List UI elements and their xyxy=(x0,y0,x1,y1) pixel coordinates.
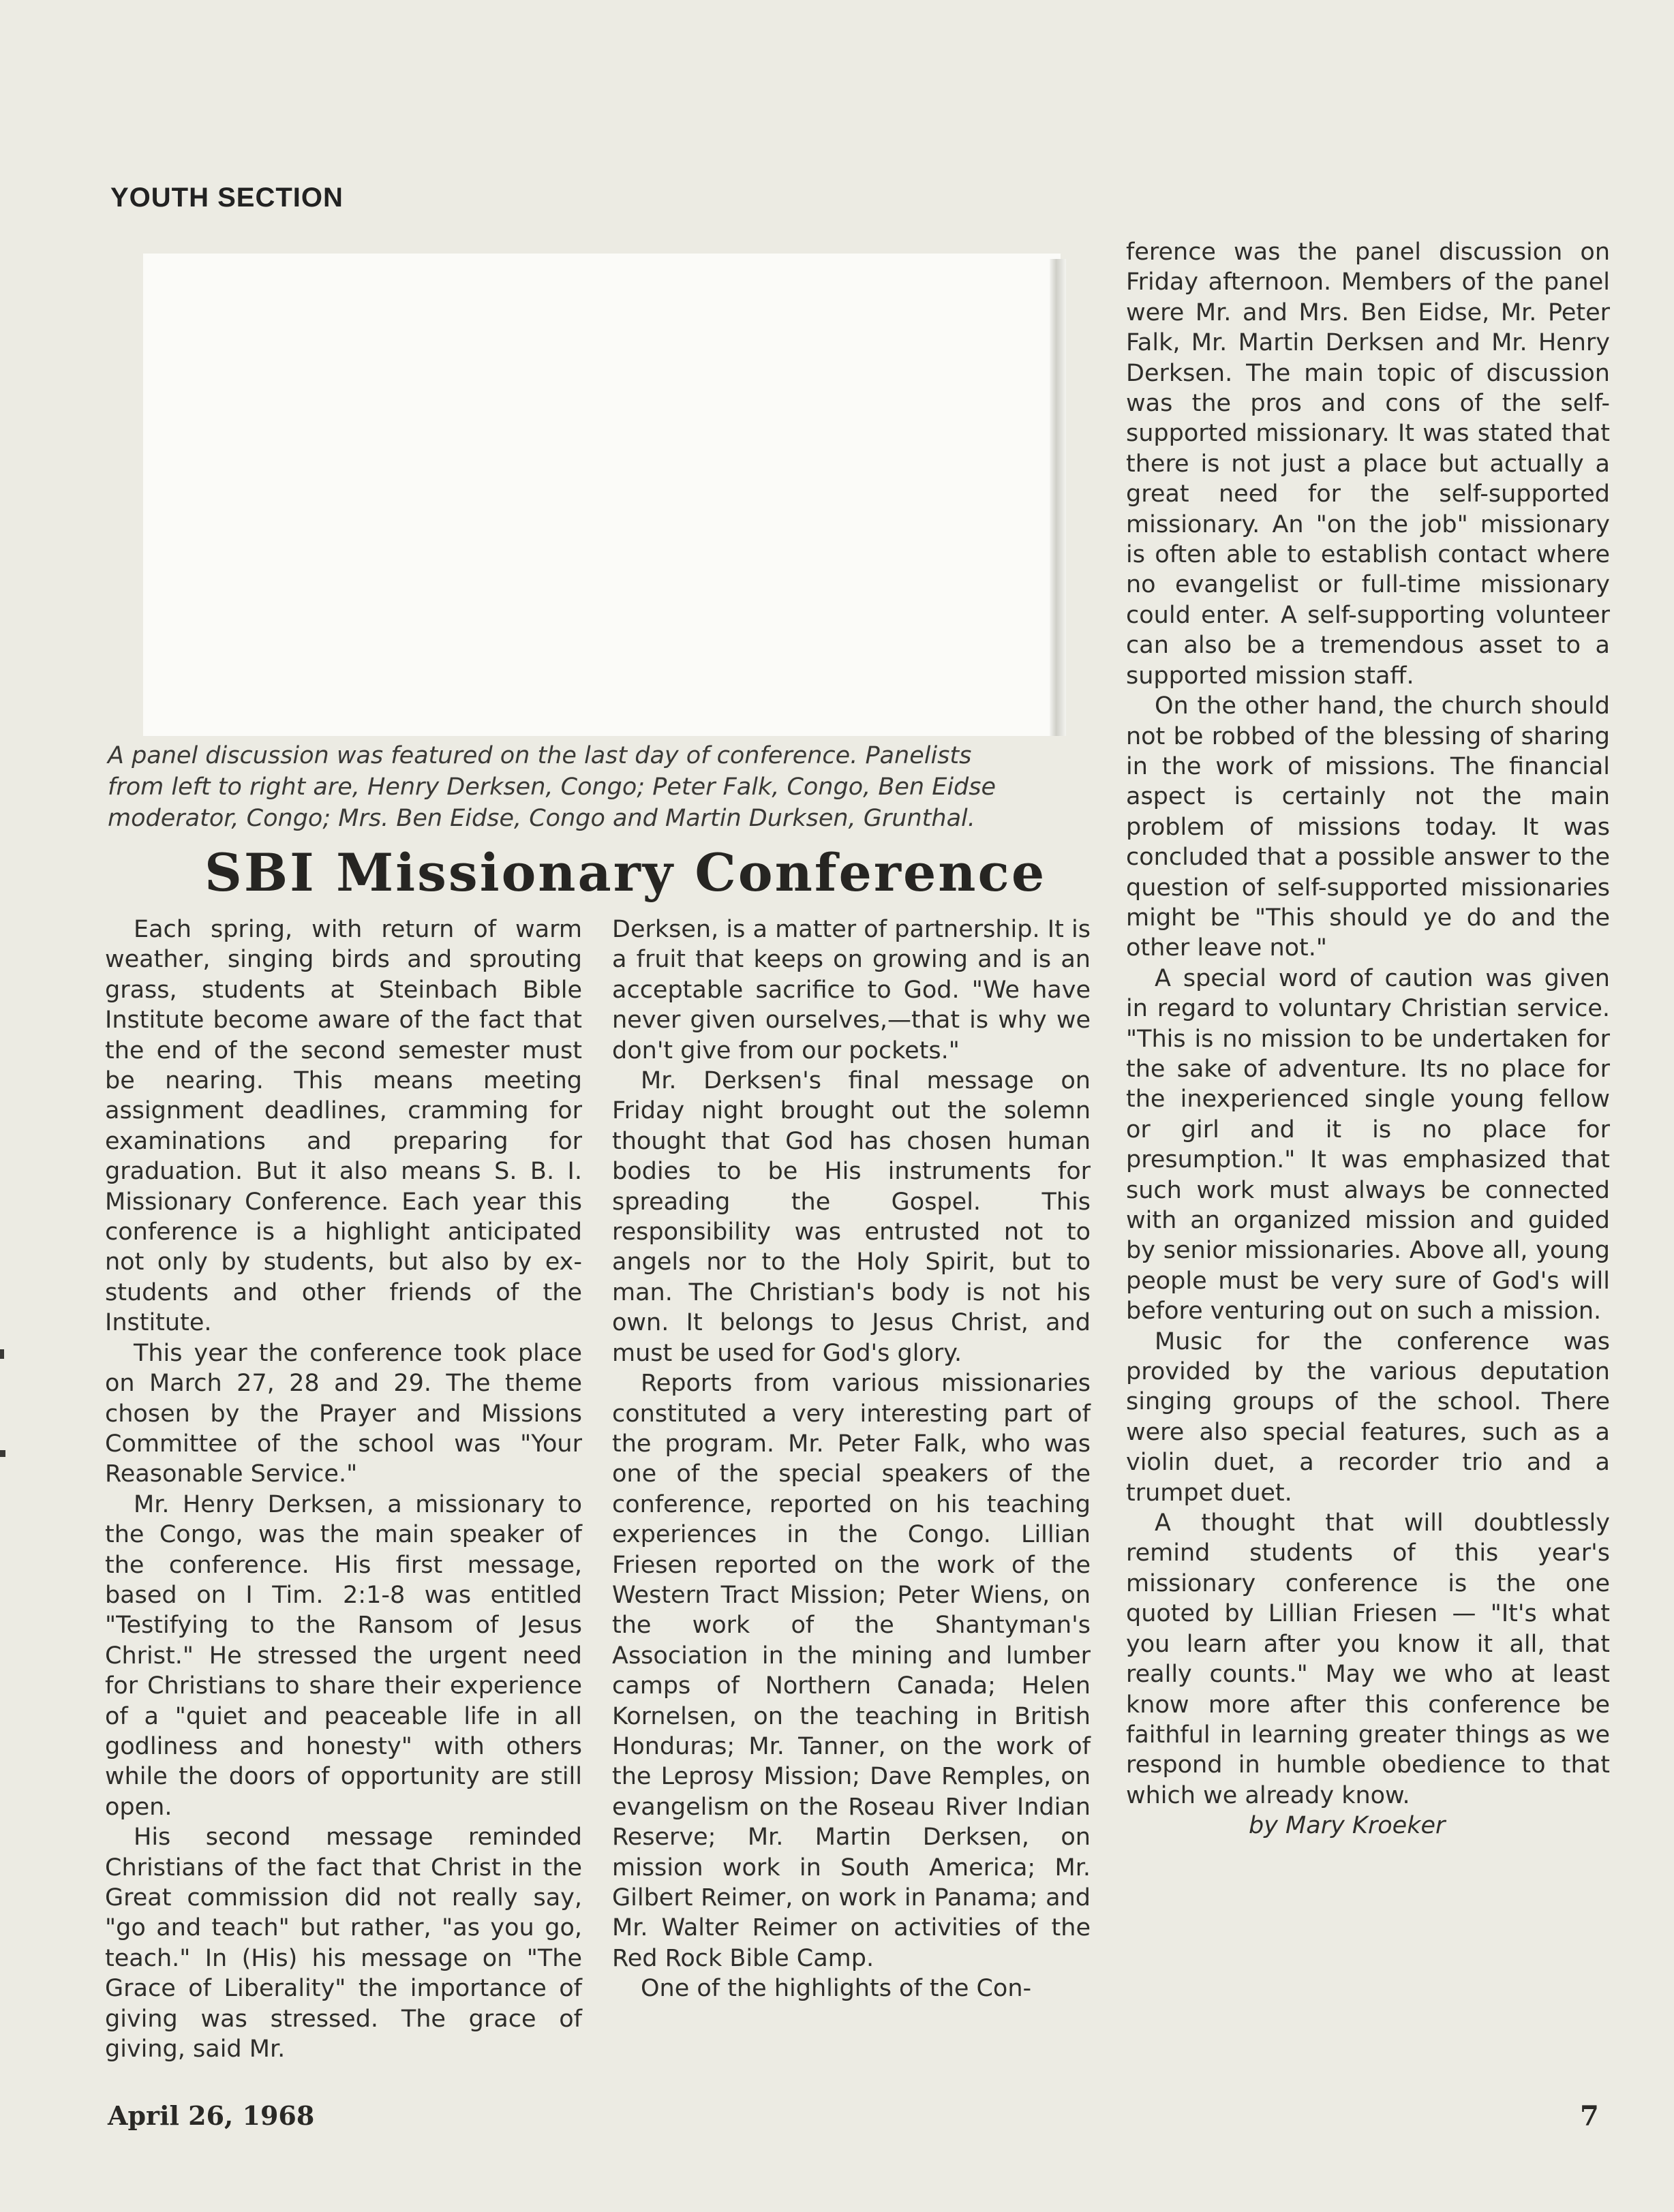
section-label: YOUTH SECTION xyxy=(110,183,344,213)
byline: by Mary Kroeker xyxy=(1249,1812,1446,1840)
page-number: 7 xyxy=(1580,2100,1599,2132)
paragraph: His second message reminded Christians of the fact that Christ in the Great commission did not really say, "go and teach" but rather, "as you go, teach." In (His) his message on "The Grace of Liberality" the importance of giving was stressed. The grace of giving, said Mr. xyxy=(105,1824,582,2063)
photo-edge xyxy=(1050,259,1066,736)
paragraph: Music for the conference was provided by the various deputation singing groups of the school. There were also special features, such as a violin duet, a recorder trio and a trumpet duet. xyxy=(1126,1327,1610,1507)
paragraph: One of the highlights of the Con- xyxy=(641,1975,1032,2003)
paragraph: Mr. Henry Derksen, a missionary to the Congo, was the main speaker of the conference. His first message, based on I Tim. 2:1-8 was entitled "Testifying to the Ransom of Jesus Christ." He stressed the urgent need for Christians to share their experience of a "quiet and peaceable life in all godliness and honesty" with others while the doors of opportunity are still open. xyxy=(105,1490,582,1821)
margin-mark xyxy=(0,1349,4,1359)
issue-date: April 26, 1968 xyxy=(108,2100,315,2131)
caption-line: A panel discussion was featured on the last day of conference. Panelists xyxy=(108,742,972,769)
paragraph: On the other hand, the church should not be robbed of the blessing of sharing in the work of missions. The financial aspect is certainly not the main problem of missions today. It was concluded that a possible answer to the question of self-supported missionaries might be "This should ye do and the other leave not." xyxy=(1126,692,1610,962)
caption-line: from left to right are, Henry Derksen, Congo; Peter Falk, Congo, Ben Eidse xyxy=(108,773,996,801)
paragraph: Reports from various missionaries constituted a very interesting part of the program. Mr. Peter Falk, who was one of the special speakers of the conference, reported on his teaching experiences in the Congo. Lillian Friesen reported on the work of the Western Tract Mission; Peter Wiens, on the work of the Shantyman's Association in the mining and lumber camps of Northern Canada; Helen Kornelsen, on the teaching in British Honduras; Mr. Tanner, on the work of the Leprosy Mission; Dave Remples, on evangelism on the Roseau River Indian Reserve; Mr. Martin Derksen, on mission work in South America; Mr. Gilbert Reimer, on work in Panama; and Mr. Walter Reimer on activities of the Red Rock Bible Camp. xyxy=(612,1370,1091,1972)
paragraph: This year the conference took place on March 27, 28 and 29. The theme chosen by the Prayer and Missions Committee of the school was "Your Reasonable Service." xyxy=(105,1339,582,1488)
paragraph: Each spring, with return of warm weather, singing birds and sprouting grass, students at Steinbach Bible Institute become aware of the fact that the end of the second semester must be nearing. This means meeting assignment deadlines, cramming for examinations and preparing for graduation. But it also means S. B. I. Missionary Conference. Each year this conference is a highlight anticipated not only by students, but also by ex-students and other friends of the Institute. xyxy=(105,916,582,1337)
margin-mark xyxy=(0,1450,5,1457)
paragraph: Mr. Derksen's final message on Friday night brought out the solemn thought that God has chosen human bodies to be His instruments for spreading the Gospel. This responsibility was entrusted not to angels nor to the Holy Spirit, but to man. The Christian's body is not his own. It belongs to Jesus Christ, and must be used for God's glory. xyxy=(612,1067,1091,1367)
article-column-3 xyxy=(1126,237,1610,1841)
paragraph: Derksen, is a matter of partnership. It is a fruit that keeps on growing and is an acceptable sacrifice to God. "We have never given ourselves,—that is why we don't give from our pockets." xyxy=(612,916,1091,1064)
photo-caption xyxy=(108,740,1096,834)
article-title: SBI Missionary Conference xyxy=(204,842,1047,903)
paragraph: A thought that will doubtlessly remind students of this year's missionary conference is the one quoted by Lillian Friesen — "It's what you learn after you know it all, that really counts." May we who at least know more after this conference be faithful in learning greater things as we respond in humble obedience to that which we already know. xyxy=(1126,1509,1610,1809)
article-column-2 xyxy=(612,915,1091,2004)
caption-line: moderator, Congo; Mrs. Ben Eidse, Congo and Martin Durksen, Grunthal. xyxy=(108,805,975,832)
article-column-1 xyxy=(105,915,582,2064)
panel-photo xyxy=(143,254,1061,736)
paragraph: ference was the panel discussion on Friday afternoon. Members of the panel were Mr. and Mrs. Ben Eidse, Mr. Peter Falk, Mr. Martin Derksen and Mr. Henry Derksen. The main topic of discussion was the pros and cons of the self-supported missionary. It was stated that there is not just a place but actually a great need for the self-supported missionary. An "on the job" missionary is often able to establish contact where no evangelist or full-time missionary could enter. A self-supporting volunteer can also be a tremendous asset to a supported mission staff. xyxy=(1126,239,1610,690)
paragraph: A special word of caution was given in regard to voluntary Christian service. "This is no mission to be undertaken for the sake of adventure. Its no place for the inexperienced single young fellow or girl and it is no place for presumption." It was emphasized that such work must always be connected with an organized mission and guided by senior missionaries. Above all, young people must be very sure of God's will before venturing out on such a mission. xyxy=(1126,964,1610,1325)
